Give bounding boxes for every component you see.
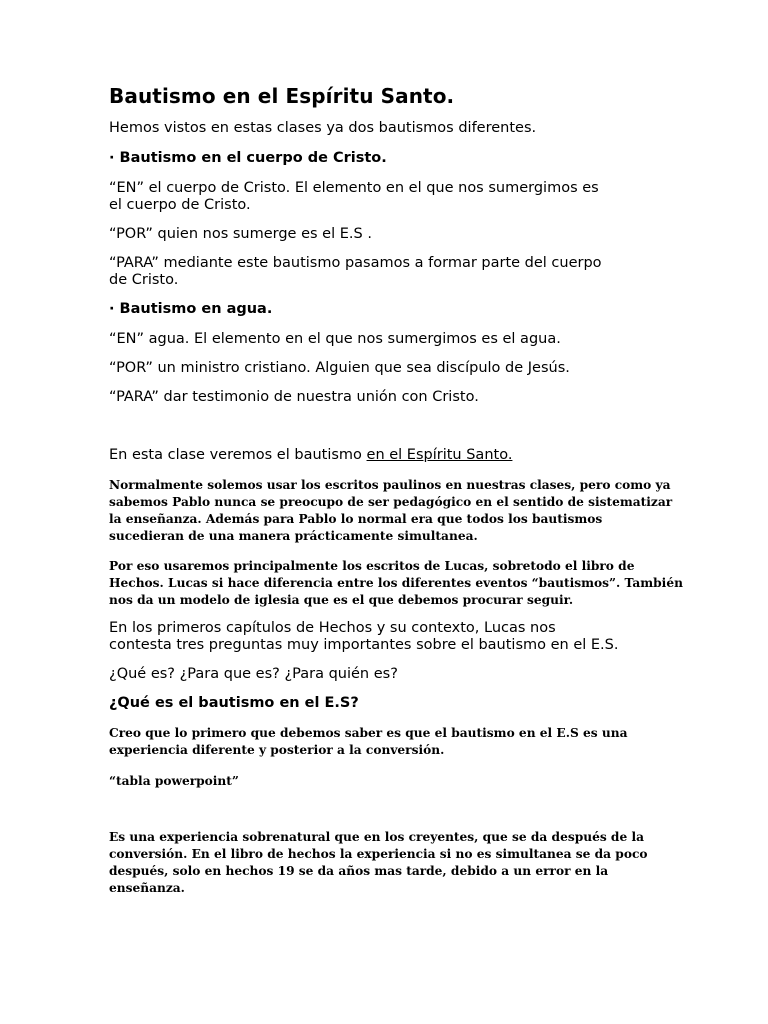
- class-intro-prefix: En esta clase veremos el bautismo: [109, 447, 367, 463]
- what-is-heading: ¿Qué es el bautismo en el E.S?: [109, 695, 359, 711]
- para5-line2: conversión. En el libro de hechos la experiencia si no es simultanea se da poco: [109, 847, 648, 861]
- questions-line: ¿Qué es? ¿Para que es? ¿Para quién es?: [109, 666, 398, 682]
- intro-text: Hemos vistos en estas clases ya dos bautismos diferentes.: [109, 120, 537, 136]
- section1-en-line2: el cuerpo de Cristo.: [109, 197, 251, 213]
- section2-en: “EN” agua. El elemento en el que nos sumergimos es el agua.: [109, 331, 561, 347]
- para4-line1: Creo que lo primero que debemos saber es que el bautismo en el E.S es una: [109, 726, 628, 740]
- para4-line2: experiencia diferente y posterior a la conversión.: [109, 743, 445, 757]
- section1-por: “POR” quien nos sumerge es el E.S .: [109, 226, 372, 242]
- table-note: “tabla powerpoint”: [109, 774, 239, 788]
- class-intro: [109, 447, 512, 464]
- section1-en-line1: “EN” el cuerpo de Cristo. El elemento en el que nos sumergimos es: [109, 180, 599, 196]
- section1-heading: · Bautismo en el cuerpo de Cristo.: [109, 150, 387, 166]
- para5-line4: enseñanza.: [109, 881, 185, 895]
- section1-para-line1: “PARA” mediante este bautismo pasamos a formar parte del cuerpo: [109, 255, 602, 271]
- para5-line1: Es una experiencia sobrenatural que en los creyentes, que se da después de la: [109, 830, 644, 844]
- section1-para-line2: de Cristo.: [109, 272, 179, 288]
- para3-line1: En los primeros capítulos de Hechos y su contexto, Lucas nos: [109, 620, 556, 636]
- para5-line3: después, solo en hechos 19 se da años mas tarde, debido a un error en la: [109, 864, 609, 878]
- para1-line4: sucedieran de una manera prácticamente simultanea.: [109, 529, 478, 543]
- para3-line2: contesta tres preguntas muy importantes sobre el bautismo en el E.S.: [109, 637, 619, 653]
- para2-line3: nos da un modelo de iglesia que es el que debemos procurar seguir.: [109, 593, 574, 607]
- para2-line2: Hechos. Lucas si hace diferencia entre los diferentes eventos “bautismos”. También: [109, 576, 683, 590]
- para1-line3: la enseñanza. Además para Pablo lo normal era que todos los bautismos: [109, 512, 603, 526]
- document-title: Bautismo en el Espíritu Santo.: [109, 84, 455, 108]
- section2-para: “PARA” dar testimonio de nuestra unión con Cristo.: [109, 389, 479, 405]
- section2-heading: · Bautismo en agua.: [109, 301, 273, 317]
- section2-por: “POR” un ministro cristiano. Alguien que sea discípulo de Jesús.: [109, 360, 570, 376]
- para1-line2: sabemos Pablo nunca se preocupo de ser pedagógico en el sentido de sistematizar: [109, 495, 673, 509]
- para2-line1: Por eso usaremos principalmente los escritos de Lucas, sobretodo el libro de: [109, 559, 635, 573]
- para1-line1: Normalmente solemos usar los escritos paulinos en nuestras clases, pero como ya: [109, 478, 671, 492]
- class-intro-underlined: en el Espíritu Santo.: [366, 447, 513, 463]
